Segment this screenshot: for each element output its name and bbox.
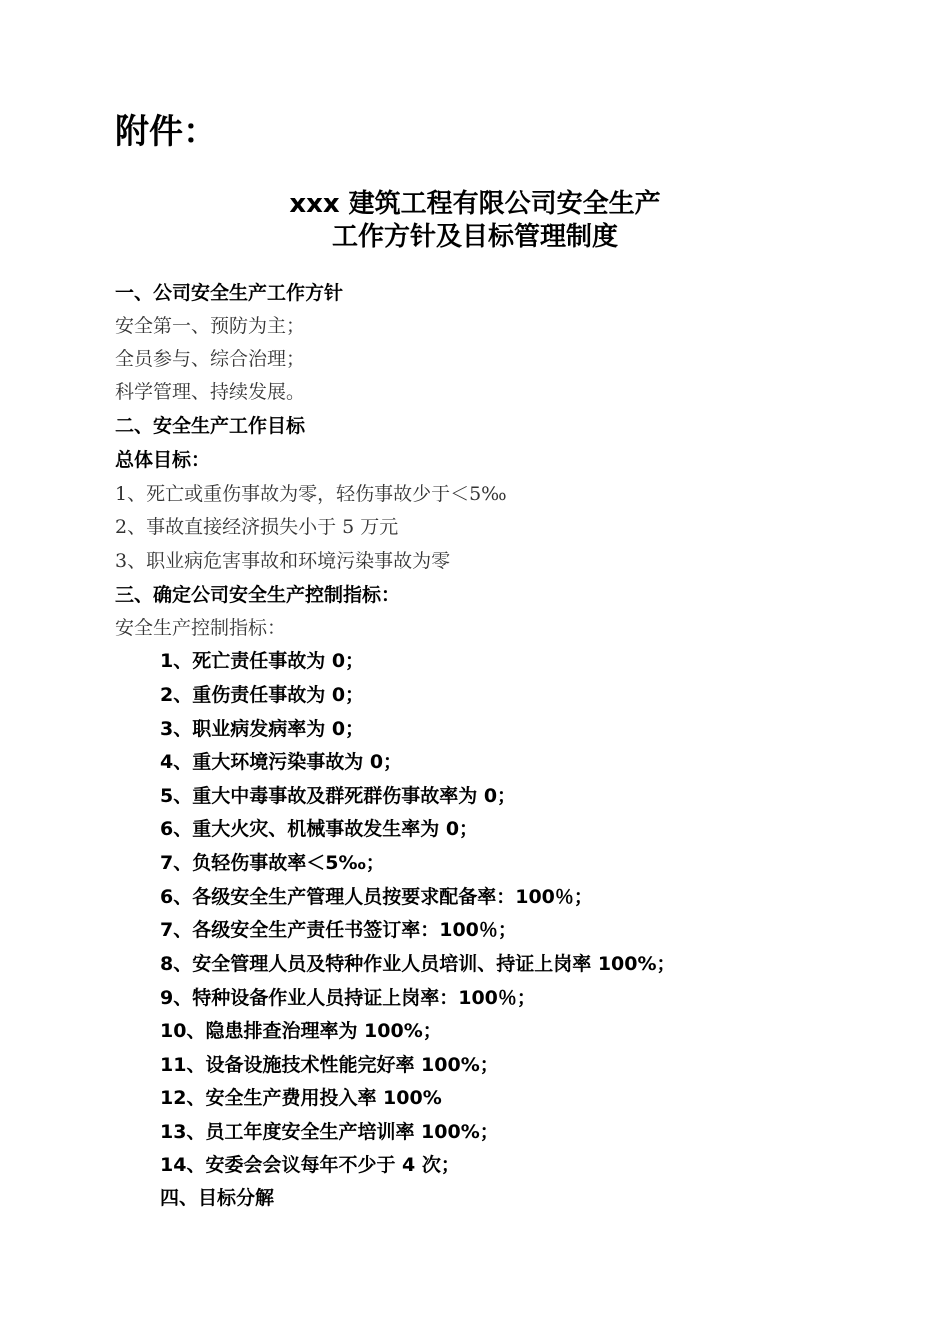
document-title-line-2: 工作方针及目标管理制度 bbox=[331, 222, 618, 252]
indicator-item: 6、重大火灾、机械事故发生率为 0； bbox=[160, 818, 479, 840]
section-4-heading: 四、目标分解 bbox=[160, 1187, 275, 1209]
indicator-item: 10、隐患排查治理率为 100%； bbox=[160, 1020, 442, 1042]
goal-line: 1、死亡或重伤事故为零，轻伤事故少于＜5‰ bbox=[115, 483, 507, 505]
indicator-item: 8、安全管理人员及特种作业人员培训、持证上岗率 100%； bbox=[160, 953, 676, 975]
indicator-item: 3、职业病发病率为 0； bbox=[160, 718, 365, 740]
section-1-heading: 一、公司安全生产工作方针 bbox=[115, 282, 344, 304]
attachment-label: 附件： bbox=[115, 112, 217, 152]
goal-line: 3、职业病危害事故和环境污染事故为零 bbox=[115, 550, 451, 572]
indicator-item: 7、负轻伤事故率＜5‰； bbox=[160, 852, 385, 874]
document-title-line-1: xxx 建筑工程有限公司安全生产 bbox=[289, 189, 661, 219]
section-2-heading: 二、安全生产工作目标 bbox=[115, 415, 306, 437]
indicator-item: 1、死亡责任事故为 0； bbox=[160, 650, 365, 672]
indicator-item: 12、安全生产费用投入率 100% bbox=[160, 1087, 442, 1109]
indicator-item: 13、员工年度安全生产培训率 100%； bbox=[160, 1121, 499, 1143]
indicator-item: 4、重大环境污染事故为 0； bbox=[160, 751, 403, 773]
indicator-item: 2、重伤责任事故为 0； bbox=[160, 684, 365, 706]
control-indicator-label: 安全生产控制指标： bbox=[115, 617, 287, 639]
indicator-item: 6、各级安全生产管理人员按要求配备率：100％； bbox=[160, 886, 593, 908]
indicator-item: 5、重大中毒事故及群死群伤事故率为 0； bbox=[160, 785, 517, 807]
section-3-heading: 三、确定公司安全生产控制指标： bbox=[115, 584, 401, 606]
goal-line: 2、事故直接经济损失小于 5 万元 bbox=[115, 516, 399, 538]
policy-line: 安全第一、预防为主； bbox=[115, 315, 306, 337]
indicator-item: 11、设备设施技术性能完好率 100%； bbox=[160, 1054, 499, 1076]
indicator-item: 14、安委会会议每年不少于 4 次； bbox=[160, 1154, 460, 1176]
indicator-item: 9、特种设备作业人员持证上岗率：100％； bbox=[160, 987, 536, 1009]
policy-line: 科学管理、持续发展。 bbox=[115, 381, 306, 403]
policy-line: 全员参与、综合治理； bbox=[115, 348, 306, 370]
indicator-item: 7、各级安全生产责任书签订率：100％； bbox=[160, 919, 517, 941]
overall-goal-label: 总体目标： bbox=[115, 449, 211, 471]
